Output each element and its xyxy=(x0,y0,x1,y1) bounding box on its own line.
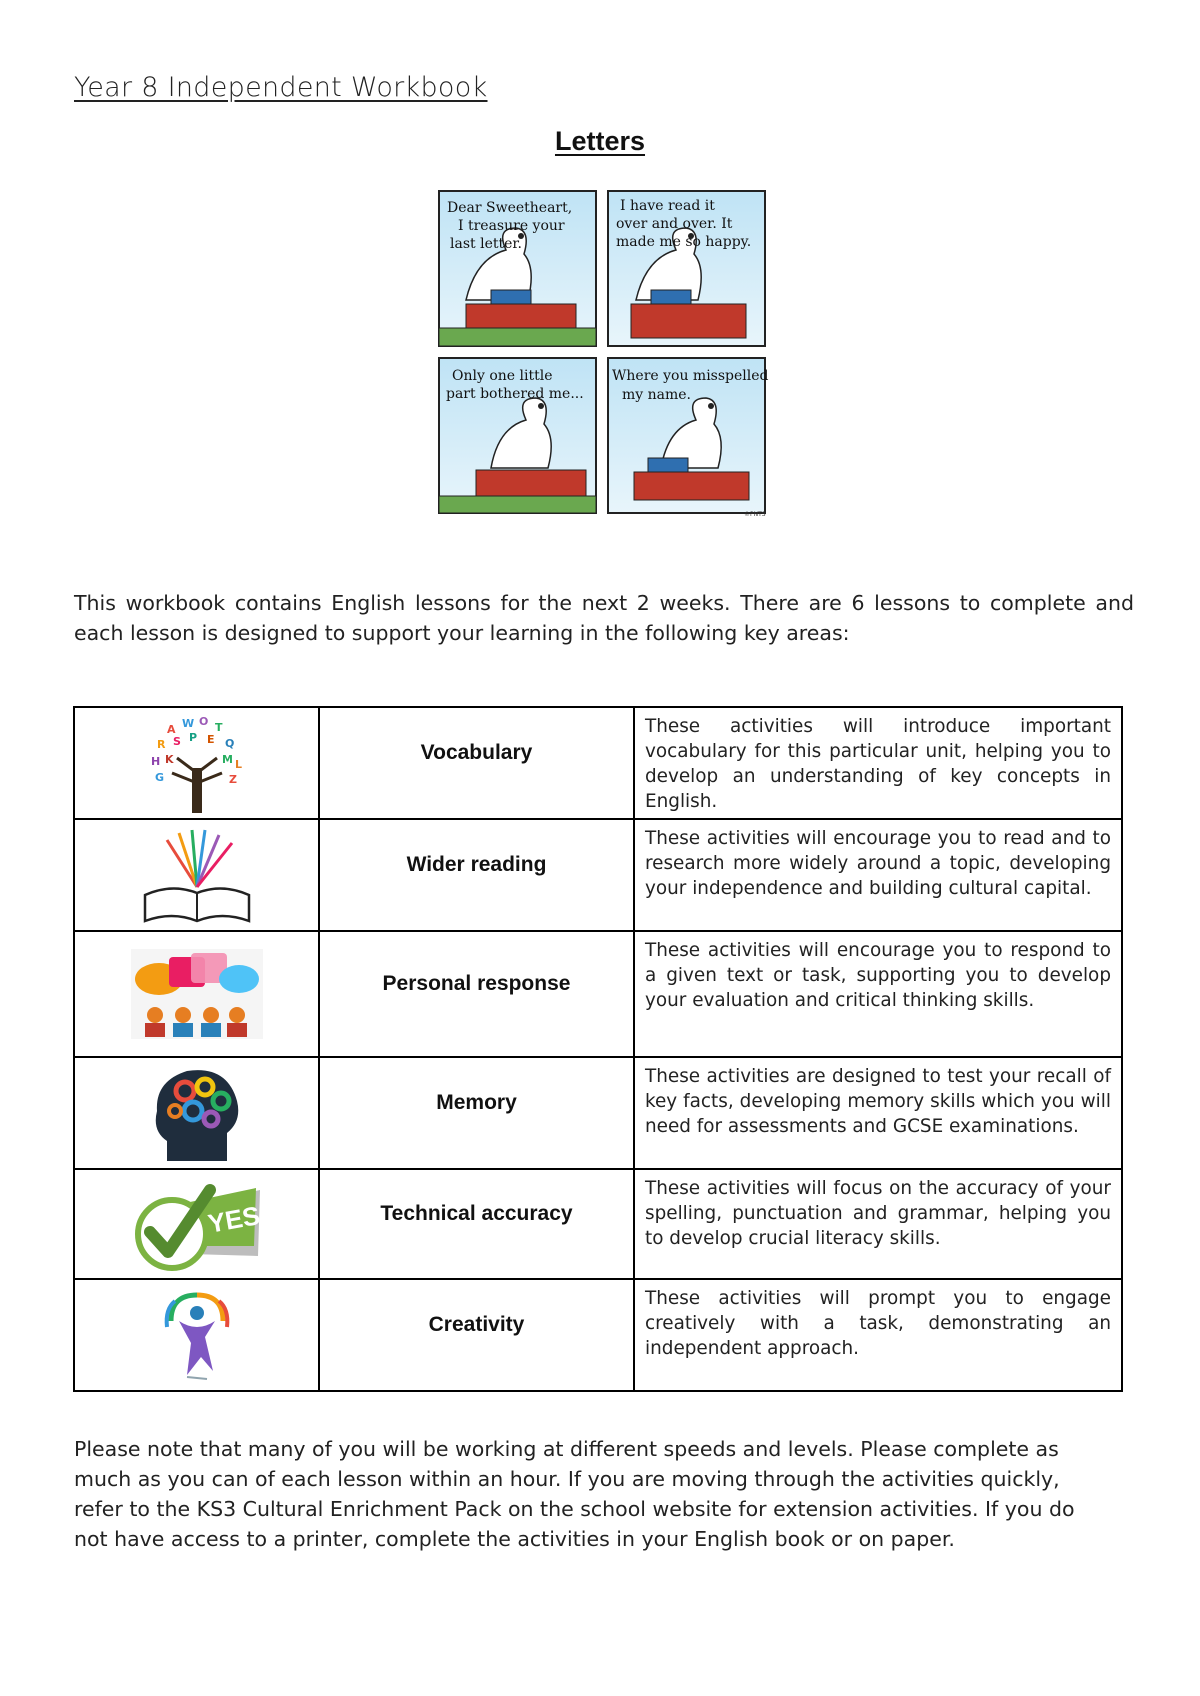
comic-text-2b: over and over. It xyxy=(616,216,733,232)
area-name-creativity: Creativity xyxy=(428,1313,525,1336)
svg-text:YES!: YES! xyxy=(205,1198,271,1239)
svg-text:K: K xyxy=(164,753,174,766)
svg-text:T: T xyxy=(214,721,223,734)
table-row xyxy=(74,1057,1122,1169)
area-name-wider-reading: Wider reading xyxy=(406,853,547,876)
area-name-cell xyxy=(319,819,634,931)
area-icon-cell xyxy=(74,931,319,1057)
section-title: Letters xyxy=(554,126,646,156)
area-name-memory: Memory xyxy=(436,1091,517,1114)
svg-text:Z: Z xyxy=(228,773,237,786)
area-name-cell xyxy=(319,707,634,819)
comic-text-2a: I have read it xyxy=(620,198,715,214)
speech-bubbles-icon xyxy=(131,949,263,1039)
area-description-memory: These activities are designed to test your recall of key facts, developing memory skills which you will need for assessments and GCSE examinations. xyxy=(634,1057,1122,1169)
svg-text:G: G xyxy=(154,771,164,784)
comic-text-3a: Only one little xyxy=(452,368,553,384)
word-tree-icon xyxy=(137,713,257,813)
comic-panel-2 xyxy=(608,191,765,346)
table-row xyxy=(74,1279,1122,1391)
svg-text:O: O xyxy=(198,715,208,728)
comic-text-1b: I treasure your xyxy=(458,218,565,234)
area-icon-cell xyxy=(74,1057,319,1169)
svg-text:E: E xyxy=(206,733,215,746)
area-name-personal-response: Personal response xyxy=(382,972,571,995)
area-description-technical-accuracy: These activities will focus on the accuracy of your spelling, punctuation and grammar, helping you to develop crucial literacy skills. xyxy=(634,1169,1122,1279)
area-name-cell xyxy=(319,1057,634,1169)
creative-figure-icon xyxy=(157,1287,237,1383)
table-row xyxy=(74,707,1122,819)
svg-text:Q: Q xyxy=(224,737,234,750)
table-row xyxy=(74,931,1122,1057)
table-row xyxy=(74,819,1122,931)
comic-strip xyxy=(436,188,770,518)
open-book-icon xyxy=(137,825,257,925)
svg-text:H: H xyxy=(150,755,160,768)
comic-text-4b: my name. xyxy=(622,387,692,403)
completion-note: Please note that many of you will be working at different speeds and levels. Please complete as much as you can of each lesson within an hour. If you are moving through the activities quickly, refer to the KS3 Cultural Enrichment Pack on the school website for extension activities. If you do not have access to a printer, complete the activities in your English book or on paper. xyxy=(74,1437,1075,1551)
area-description-vocabulary: These activities will introduce important vocabulary for this particular unit, helping you to develop an understanding of key concepts in English. xyxy=(634,707,1122,819)
svg-text:R: R xyxy=(156,738,165,751)
comic-text-1a: Dear Sweetheart, xyxy=(447,200,573,216)
workbook-title: Year 8 Independent Workbook xyxy=(74,72,488,103)
svg-text:P: P xyxy=(188,731,197,744)
intro-paragraph: This workbook contains English lessons for the next 2 weeks. There are 6 lessons to complete and each lesson is designed to support your learning in the following key areas: xyxy=(74,591,1134,645)
area-icon-cell xyxy=(74,707,319,819)
comic-text-4a: Where you misspelled xyxy=(612,368,769,384)
svg-text:L: L xyxy=(234,758,242,771)
area-icon-cell xyxy=(74,819,319,931)
table-row xyxy=(74,1169,1122,1279)
svg-text:W: W xyxy=(181,717,194,730)
area-name-cell xyxy=(319,1169,634,1279)
key-areas-table xyxy=(73,706,1123,1392)
area-description-wider-reading: These activities will encourage you to read and to research more widely around a topic, developing your independence and building cultural capital. xyxy=(634,819,1122,931)
area-description-personal-response: These activities will encourage you to respond to a given text or task, supporting you to develop your evaluation and critical thinking skills. xyxy=(634,931,1122,1057)
area-name-cell xyxy=(319,931,634,1057)
area-name-vocabulary: Vocabulary xyxy=(420,741,533,764)
area-name-cell xyxy=(319,1279,634,1391)
area-description-creativity: These activities will prompt you to engage creatively with a task, demonstrating an independent approach. xyxy=(634,1279,1122,1391)
svg-text:S: S xyxy=(172,735,181,748)
svg-text:M: M xyxy=(221,753,233,766)
area-name-technical-accuracy: Technical accuracy xyxy=(380,1202,573,1225)
svg-text:A: A xyxy=(166,723,176,736)
comic-copyright: ©PNTS xyxy=(744,511,766,518)
area-icon-cell xyxy=(74,1169,319,1279)
comic-text-1c: last letter. xyxy=(450,236,522,252)
comic-text-2c: made me so happy. xyxy=(616,234,752,250)
yes-tick-icon xyxy=(130,1176,271,1272)
comic-text-3b: part bothered me... xyxy=(446,386,584,402)
area-icon-cell xyxy=(74,1279,319,1391)
brain-gears-icon xyxy=(147,1061,247,1165)
